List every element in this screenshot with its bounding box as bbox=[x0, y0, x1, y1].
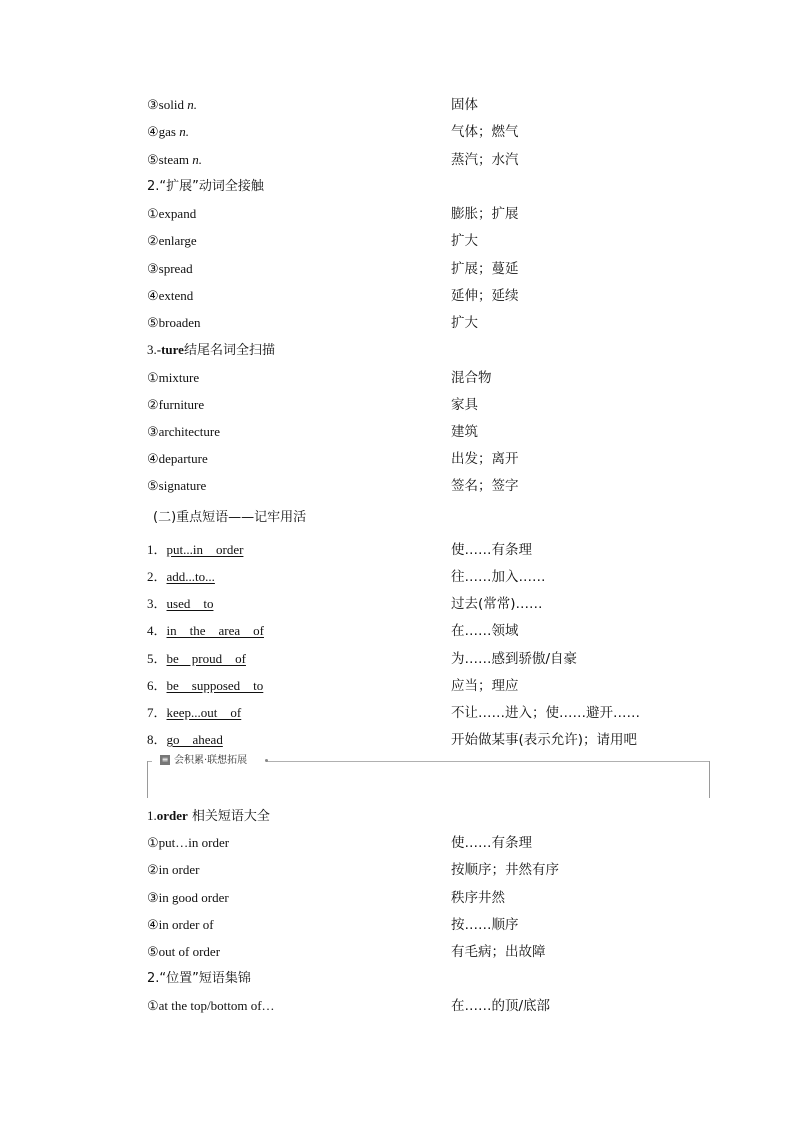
item-number: ⑤ bbox=[147, 478, 159, 493]
vocab-meaning: 扩大 bbox=[451, 315, 478, 331]
vocab-row bbox=[147, 449, 707, 469]
item-number: 3． bbox=[147, 596, 167, 611]
phrase-text: go ahead bbox=[166, 732, 223, 747]
vocab-word: architecture bbox=[158, 424, 220, 439]
vocab-word: gas bbox=[158, 124, 176, 139]
vocab-word: expand bbox=[158, 206, 197, 221]
vocab-word: spread bbox=[158, 261, 193, 276]
vocab-meaning: 扩大 bbox=[451, 233, 478, 249]
section-heading: 2.“位置”短语集锦 bbox=[147, 971, 251, 986]
vocab-meaning: 秩序井然 bbox=[451, 890, 505, 906]
vocab-word: broaden bbox=[158, 315, 201, 330]
phrase-text: add...to... bbox=[166, 569, 215, 584]
phrase-meaning: 应当；理应 bbox=[451, 678, 519, 694]
vocab-word: in good order bbox=[158, 890, 229, 905]
item-number: ⑤ bbox=[147, 315, 159, 330]
item-number: 6． bbox=[147, 678, 167, 693]
vocab-word: in order bbox=[158, 862, 200, 877]
vocab-row bbox=[147, 888, 707, 908]
vocab-meaning: 使……有条理 bbox=[451, 835, 532, 851]
vocab-meaning: 有毛病；出故障 bbox=[451, 944, 546, 960]
vocab-row bbox=[147, 476, 707, 496]
vocab-meaning: 蒸汽；水汽 bbox=[451, 152, 519, 168]
vocab-word: extend bbox=[158, 288, 194, 303]
item-number: 5． bbox=[147, 651, 167, 666]
phrase-row bbox=[147, 649, 707, 669]
item-number: ② bbox=[147, 862, 159, 877]
vocab-row bbox=[147, 122, 707, 142]
section-heading: 1.order 相关短语大全 bbox=[147, 808, 270, 824]
vocab-meaning: 建筑 bbox=[451, 424, 478, 440]
phrase-row bbox=[147, 621, 707, 641]
panel-border bbox=[266, 761, 709, 762]
item-number: ② bbox=[147, 233, 159, 248]
vocab-word: in order of bbox=[158, 917, 214, 932]
panel-tag bbox=[160, 754, 247, 768]
phrase-text: keep...out of bbox=[166, 705, 242, 720]
vocab-row bbox=[147, 833, 707, 853]
vocab-word: enlarge bbox=[158, 233, 197, 248]
part-of-speech: n. bbox=[179, 124, 189, 139]
item-number: ③ bbox=[147, 424, 159, 439]
panel-border bbox=[148, 761, 152, 762]
vocab-meaning: 气体；燃气 bbox=[451, 124, 519, 140]
phrase-meaning: 在……领域 bbox=[451, 623, 519, 639]
vocab-word: furniture bbox=[158, 397, 205, 412]
item-number: ① bbox=[147, 998, 159, 1013]
item-number: ① bbox=[147, 835, 159, 850]
vocab-meaning: 签名；签字 bbox=[451, 478, 519, 494]
phrase-meaning: 开始做某事(表示允许)；请用吧 bbox=[451, 732, 638, 748]
item-number: 2． bbox=[147, 569, 167, 584]
item-number: ② bbox=[147, 397, 159, 412]
panel-dot bbox=[265, 759, 268, 762]
item-number: 8． bbox=[147, 732, 167, 747]
vocab-word: steam bbox=[158, 152, 189, 167]
panel-icon: ≡ bbox=[161, 755, 169, 764]
item-number: ① bbox=[147, 370, 159, 385]
vocab-row bbox=[147, 942, 707, 962]
item-number: ④ bbox=[147, 288, 159, 303]
section-heading: 2.“扩展”动词全接触 bbox=[147, 179, 264, 194]
item-number: ③ bbox=[147, 890, 159, 905]
item-number: ④ bbox=[147, 451, 159, 466]
vocab-word: out of order bbox=[158, 944, 221, 959]
part-of-speech: n. bbox=[187, 97, 197, 112]
item-number: ⑤ bbox=[147, 152, 159, 167]
vocab-row bbox=[147, 286, 707, 306]
phrase-meaning: 使……有条理 bbox=[451, 542, 532, 558]
vocab-row bbox=[147, 231, 707, 251]
vocab-meaning: 按顺序；井然有序 bbox=[451, 862, 559, 878]
vocab-word: solid bbox=[158, 97, 184, 112]
phrase-row bbox=[147, 676, 707, 696]
vocab-word: put…in order bbox=[158, 835, 230, 850]
accumulation-panel bbox=[147, 755, 710, 798]
phrase-text: used to bbox=[166, 596, 214, 611]
phrase-text: be supposed to bbox=[166, 678, 264, 693]
phrase-meaning: 不让……进入；使……避开…… bbox=[451, 705, 640, 721]
vocab-word: departure bbox=[158, 451, 208, 466]
part-of-speech: n. bbox=[192, 152, 202, 167]
vocab-row bbox=[147, 395, 707, 415]
phrase-meaning: 为……感到骄傲/自豪 bbox=[451, 651, 578, 667]
section-heading: 3.-ture结尾名词全扫描 bbox=[147, 342, 275, 358]
vocab-row bbox=[147, 204, 707, 224]
vocab-row bbox=[147, 915, 707, 935]
phrase-text: in the area of bbox=[166, 623, 264, 638]
vocab-meaning: 家具 bbox=[451, 397, 478, 413]
phrase-meaning: 往……加入…… bbox=[451, 569, 546, 585]
vocab-meaning: 扩展；蔓延 bbox=[451, 261, 519, 277]
vocab-meaning: 固体 bbox=[451, 97, 478, 113]
item-number: 4． bbox=[147, 623, 167, 638]
vocab-meaning: 出发；离开 bbox=[451, 451, 519, 467]
phrase-text: be proud of bbox=[166, 651, 246, 666]
phrase-meaning: 过去(常常)…… bbox=[451, 596, 543, 612]
panel-label: 会积累·联想拓展 bbox=[174, 755, 248, 766]
item-number: ① bbox=[147, 206, 159, 221]
vocab-word: at the top/bottom of… bbox=[158, 998, 275, 1013]
vocab-meaning: 延伸；延续 bbox=[451, 288, 519, 304]
phrase-row bbox=[147, 730, 707, 750]
vocab-meaning: 按……顺序 bbox=[451, 917, 519, 933]
phrase-row bbox=[147, 540, 707, 560]
phrase-row bbox=[147, 594, 707, 614]
phrase-row bbox=[147, 567, 707, 587]
item-number: 1． bbox=[147, 542, 167, 557]
item-number: ④ bbox=[147, 124, 159, 139]
phrases-heading: (二)重点短语——记牢用活 bbox=[153, 510, 307, 525]
vocab-row bbox=[147, 259, 707, 279]
item-number: ④ bbox=[147, 917, 159, 932]
phrase-text: put...in order bbox=[166, 542, 244, 557]
item-number: 7． bbox=[147, 705, 167, 720]
vocab-row bbox=[147, 150, 707, 170]
phrase-row bbox=[147, 703, 707, 723]
vocab-word: signature bbox=[158, 478, 207, 493]
vocab-row bbox=[147, 422, 707, 442]
item-number: ⑤ bbox=[147, 944, 159, 959]
vocab-meaning: 在……的顶/底部 bbox=[451, 998, 551, 1014]
vocab-row bbox=[147, 313, 707, 333]
vocab-row bbox=[147, 95, 707, 115]
vocab-meaning: 膨胀；扩展 bbox=[451, 206, 519, 222]
item-number: ③ bbox=[147, 97, 159, 112]
item-number: ③ bbox=[147, 261, 159, 276]
vocab-meaning: 混合物 bbox=[451, 370, 492, 386]
vocab-row bbox=[147, 368, 707, 388]
vocab-row bbox=[147, 860, 707, 880]
vocab-row bbox=[147, 996, 707, 1016]
vocab-word: mixture bbox=[158, 370, 200, 385]
